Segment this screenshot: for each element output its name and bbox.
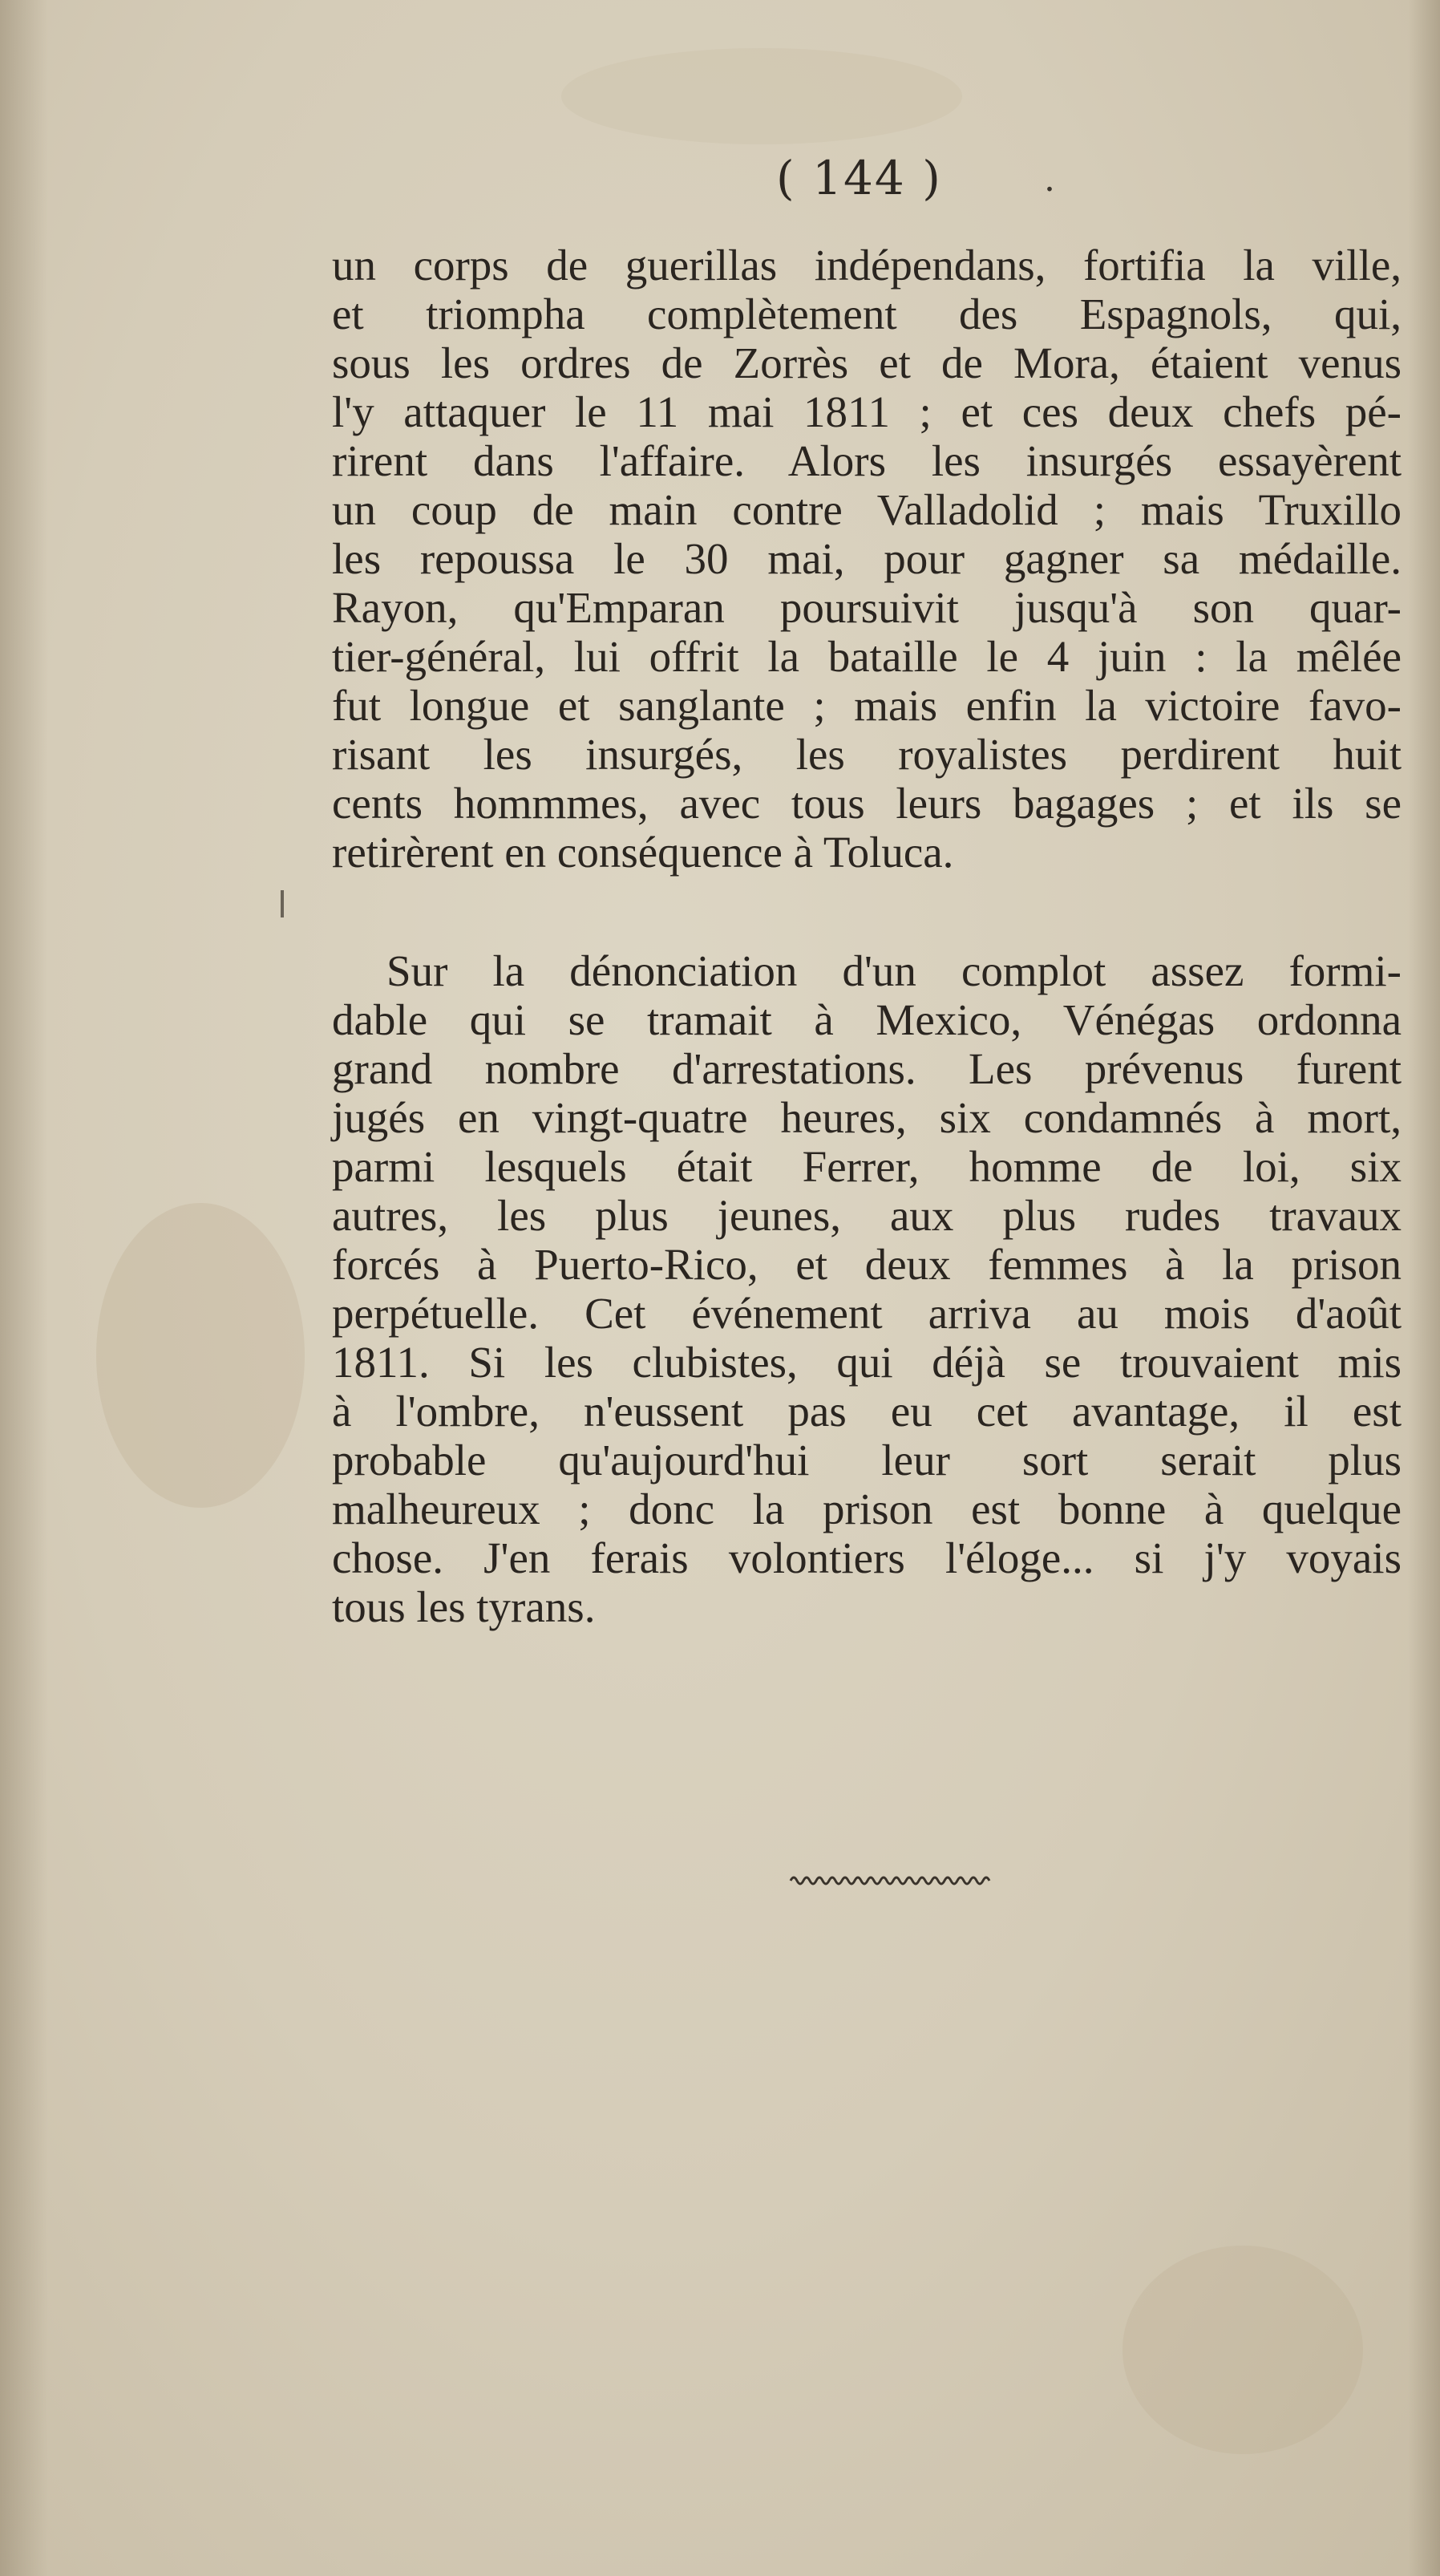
text-line: perpétuelle. Cet événement arriva au mois d'août	[332, 1289, 1402, 1338]
text-line: parmi lesquels était Ferrer, homme de loi, six	[332, 1142, 1402, 1191]
paper-stain	[561, 48, 962, 144]
text-line: forcés à Puerto-Rico, et deux femmes à la prison	[332, 1240, 1402, 1289]
margin-mark	[281, 890, 284, 917]
text-line: risant les insurgés, les royalistes perdirent huit	[332, 730, 1402, 779]
text-line: un coup de main contre Valladolid ; mais Truxillo	[332, 485, 1402, 534]
text-line: chose. J'en ferais volontiers l'éloge... si j'y voyais	[332, 1533, 1402, 1582]
text-line: 1811. Si les clubistes, qui déjà se trouvaient mis	[332, 1338, 1402, 1387]
text-line: fut longue et sanglante ; mais enfin la victoire favo-	[332, 681, 1402, 730]
text-line: jugés en vingt-quatre heures, six condamnés à mort,	[332, 1093, 1402, 1142]
text-line: les repoussa le 30 mai, pour gagner sa médaille.	[332, 534, 1402, 583]
text-line: sous les ordres de Zorrès et de Mora, étaient venus	[332, 338, 1402, 387]
paper-stain	[1122, 2246, 1363, 2454]
text-line: probable qu'aujourd'hui leur sort serait plus	[332, 1436, 1402, 1484]
text-line: dable qui se tramait à Mexico, Vénégas ordonna	[332, 995, 1402, 1044]
text-line: Rayon, qu'Emparan poursuivit jusqu'à son quar-	[332, 583, 1402, 632]
wavy-rule-ornament	[789, 1872, 993, 1889]
text-line: l'y attaquer le 11 mai 1811 ; et ces deux chefs pé-	[332, 387, 1402, 436]
text-line: autres, les plus jeunes, aux plus rudes travaux	[332, 1191, 1402, 1240]
text-line: tier-général, lui offrit la bataille le 4 juin : la mêlée	[332, 632, 1402, 681]
text-line: malheureux ; donc la prison est bonne à quelque	[332, 1484, 1402, 1533]
page-edge-shadow	[1408, 0, 1440, 2576]
text-line: et triompha complètement des Espagnols, qui,	[332, 290, 1402, 338]
text-line: un corps de guerillas indépendans, fortifia la ville,	[332, 241, 1402, 290]
text-line: à l'ombre, n'eussent pas eu cet avantage, il est	[332, 1387, 1402, 1436]
text-line: Sur la dénonciation d'un complot assez formi-	[386, 946, 1402, 995]
page-mark: .	[1044, 159, 1055, 200]
text-line: rirent dans l'affaire. Alors les insurgés essayèrent	[332, 436, 1402, 485]
text-line: grand nombre d'arrestations. Les prévenus furent	[332, 1044, 1402, 1093]
paper-stain	[96, 1203, 305, 1508]
spine-shadow	[0, 0, 48, 2576]
text-line: retirèrent en conséquence à Toluca.	[332, 828, 954, 877]
paragraph-1	[332, 241, 1402, 877]
paragraph-2	[332, 946, 1402, 1631]
wavy-rule-path	[791, 1877, 989, 1884]
text-line: cents hommmes, avec tous leurs bagages ; et ils se	[332, 779, 1402, 828]
text-line: tous les tyrans.	[332, 1582, 596, 1631]
page-number: ( 144 )	[776, 151, 942, 205]
